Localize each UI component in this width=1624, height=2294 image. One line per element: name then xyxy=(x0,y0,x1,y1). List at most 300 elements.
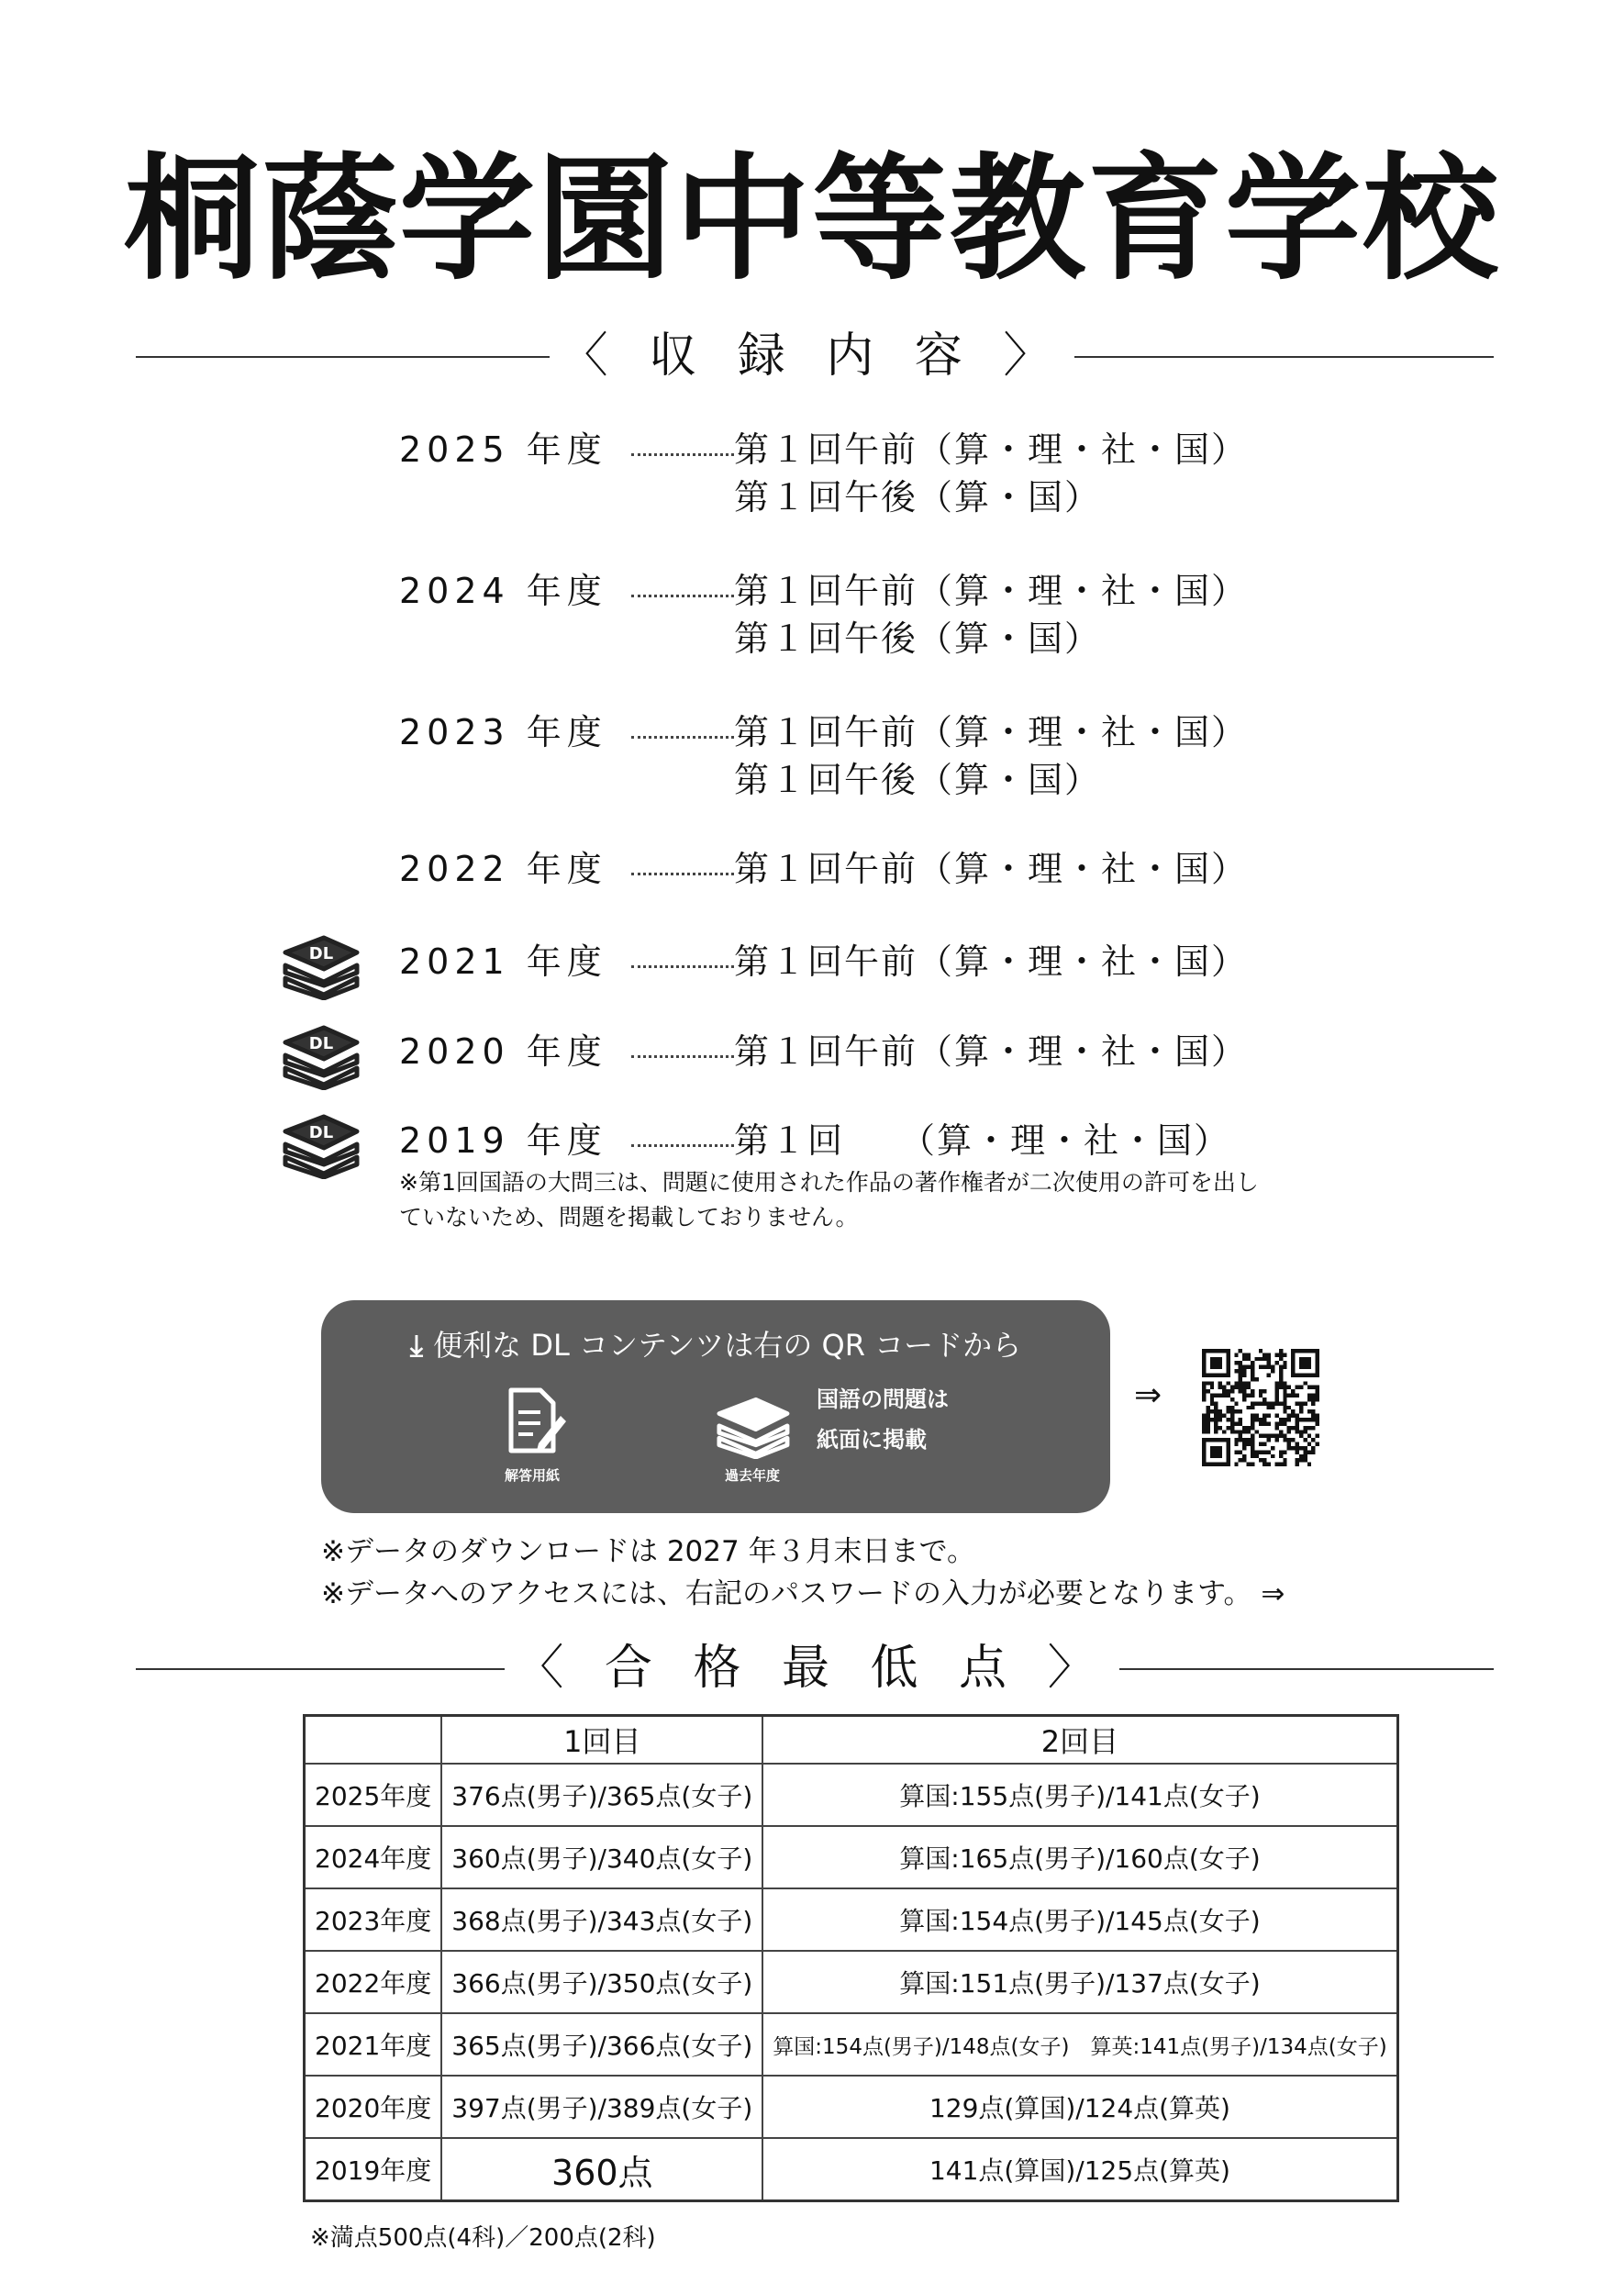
qr-module xyxy=(1259,1418,1262,1421)
table-cell-second: 算国:154点(男子)/145点(女子) xyxy=(762,1888,1397,1951)
qr-module xyxy=(1222,1414,1226,1418)
qr-module xyxy=(1259,1401,1262,1405)
table-cell-second: 129点(算国)/124点(算英) xyxy=(762,2076,1397,2138)
table-row xyxy=(305,1951,1398,2013)
qr-module xyxy=(1251,1454,1254,1458)
qr-module xyxy=(1226,1381,1229,1385)
qr-module xyxy=(1242,1357,1246,1361)
qr-module xyxy=(1307,1398,1311,1401)
qr-module xyxy=(1267,1421,1271,1425)
qr-module xyxy=(1210,1409,1214,1413)
qr-module xyxy=(1274,1421,1278,1425)
qr-module xyxy=(1279,1463,1283,1466)
qr-module xyxy=(1226,1426,1229,1430)
qr-module xyxy=(1262,1458,1266,1462)
qr-module xyxy=(1316,1394,1319,1398)
dl-box-note-line: 紙面に掲載 xyxy=(817,1427,927,1453)
qr-module xyxy=(1307,1434,1311,1438)
qr-module xyxy=(1242,1373,1246,1376)
qr-module xyxy=(1247,1381,1251,1385)
qr-module xyxy=(1234,1442,1238,1446)
contents-exam: 第１回午後（算・国） xyxy=(734,618,1102,659)
qr-module xyxy=(1251,1426,1254,1430)
qr-module xyxy=(1218,1409,1222,1413)
qr-module xyxy=(1267,1357,1271,1361)
qr-module xyxy=(1259,1365,1262,1369)
qr-module xyxy=(1239,1438,1242,1442)
contents-year: 2022 年度 xyxy=(399,849,607,889)
table-cell-first: 360点 xyxy=(441,2138,762,2201)
qr-module xyxy=(1299,1418,1303,1421)
qr-module xyxy=(1296,1446,1299,1450)
table-cell-first: 376点(男子)/365点(女子) xyxy=(441,1764,762,1826)
qr-module xyxy=(1311,1401,1315,1405)
qr-module xyxy=(1202,1418,1206,1421)
footnote: ※満点500点(4科)／200点(2科) xyxy=(310,2224,656,2252)
qr-module xyxy=(1279,1373,1283,1376)
qr-module xyxy=(1202,1426,1206,1430)
qr-module xyxy=(1287,1442,1291,1446)
qr-module xyxy=(1218,1426,1222,1430)
qr-module xyxy=(1311,1446,1315,1450)
qr-module xyxy=(1283,1463,1286,1466)
qr-module xyxy=(1239,1381,1242,1385)
leader-dots xyxy=(631,453,734,458)
qr-module xyxy=(1311,1450,1315,1453)
qr-module xyxy=(1279,1386,1283,1389)
qr-module xyxy=(1251,1401,1254,1405)
qr-module xyxy=(1307,1426,1311,1430)
qr-module xyxy=(1242,1438,1246,1442)
scores-heading-text: 〈 合 格 最 低 点 〉 xyxy=(505,1641,1118,1696)
qr-module xyxy=(1222,1430,1226,1433)
qr-module xyxy=(1234,1361,1238,1364)
qr-module xyxy=(1287,1414,1291,1418)
qr-module xyxy=(1287,1418,1291,1421)
qr-module xyxy=(1299,1458,1303,1462)
qr-module xyxy=(1230,1430,1234,1433)
table-row xyxy=(305,2076,1398,2138)
table-cell-first: 366点(男子)/350点(女子) xyxy=(441,1951,762,2013)
table-cell-year: 2020年度 xyxy=(305,2076,442,2138)
qr-module xyxy=(1283,1418,1286,1421)
qr-module xyxy=(1247,1406,1251,1409)
table-row xyxy=(305,1826,1398,1888)
qr-module xyxy=(1311,1398,1315,1401)
qr-code[interactable] xyxy=(1202,1349,1319,1466)
qr-module xyxy=(1267,1463,1271,1466)
qr-module xyxy=(1239,1373,1242,1376)
qr-module xyxy=(1283,1434,1286,1438)
qr-module xyxy=(1214,1406,1218,1409)
qr-module xyxy=(1296,1421,1299,1425)
qr-module xyxy=(1316,1414,1319,1418)
leader-dots xyxy=(631,595,734,599)
qr-module xyxy=(1210,1401,1214,1405)
scores-heading xyxy=(0,1641,1624,1696)
qr-module xyxy=(1230,1421,1234,1425)
qr-module xyxy=(1279,1365,1283,1369)
qr-module xyxy=(1316,1421,1319,1425)
qr-module xyxy=(1303,1418,1307,1421)
dl-box-title xyxy=(321,1322,1110,1364)
qr-module xyxy=(1222,1386,1226,1389)
qr-module xyxy=(1234,1353,1238,1356)
qr-module xyxy=(1307,1463,1311,1466)
table-cell-year: 2019年度 xyxy=(305,2138,442,2201)
qr-module xyxy=(1291,1389,1295,1393)
qr-module xyxy=(1218,1386,1222,1389)
qr-module xyxy=(1283,1409,1286,1413)
leader-dots xyxy=(631,965,734,970)
qr-module xyxy=(1296,1414,1299,1418)
qr-module xyxy=(1234,1401,1238,1405)
qr-module xyxy=(1267,1434,1271,1438)
qr-module xyxy=(1291,1414,1295,1418)
qr-module xyxy=(1262,1450,1266,1453)
qr-module xyxy=(1303,1438,1307,1442)
qr-module xyxy=(1251,1446,1254,1450)
qr-module xyxy=(1210,1386,1214,1389)
qr-module xyxy=(1202,1430,1206,1433)
qr-module xyxy=(1262,1365,1266,1369)
qr-module xyxy=(1262,1434,1266,1438)
contents-heading xyxy=(0,329,1624,384)
qr-module xyxy=(1279,1434,1283,1438)
qr-module xyxy=(1267,1361,1271,1364)
qr-module xyxy=(1251,1434,1254,1438)
dl-box-title-text: 便利な DL コンテンツは右の QR コードから xyxy=(433,1328,1022,1363)
qr-module xyxy=(1239,1418,1242,1421)
qr-module xyxy=(1251,1421,1254,1425)
qr-module xyxy=(1296,1394,1299,1398)
qr-module xyxy=(1287,1446,1291,1450)
qr-module xyxy=(1259,1434,1262,1438)
qr-module xyxy=(1291,1446,1295,1450)
qr-module xyxy=(1279,1381,1283,1385)
qr-module xyxy=(1214,1426,1218,1430)
qr-module xyxy=(1218,1418,1222,1421)
qr-module xyxy=(1254,1414,1258,1418)
qr-module xyxy=(1251,1438,1254,1442)
qr-module xyxy=(1226,1418,1229,1421)
qr-module xyxy=(1274,1381,1278,1385)
qr-module xyxy=(1274,1394,1278,1398)
qr-module xyxy=(1283,1389,1286,1393)
qr-module xyxy=(1242,1386,1246,1389)
dl-box-note xyxy=(817,1379,949,1460)
qr-module xyxy=(1230,1426,1234,1430)
qr-module xyxy=(1271,1434,1274,1438)
qr-module xyxy=(1291,1438,1295,1442)
qr-module xyxy=(1267,1373,1271,1376)
qr-module xyxy=(1311,1426,1315,1430)
qr-module xyxy=(1283,1421,1286,1425)
qr-module xyxy=(1210,1398,1214,1401)
qr-module xyxy=(1254,1357,1258,1361)
qr-module xyxy=(1287,1430,1291,1433)
qr-module xyxy=(1214,1394,1218,1398)
qr-module xyxy=(1242,1454,1246,1458)
qr-module xyxy=(1283,1361,1286,1364)
qr-module xyxy=(1279,1369,1283,1373)
table-cell-first: 397点(男子)/389点(女子) xyxy=(441,2076,762,2138)
qr-module xyxy=(1296,1401,1299,1405)
qr-module xyxy=(1242,1369,1246,1373)
qr-module xyxy=(1296,1442,1299,1446)
qr-module xyxy=(1259,1442,1262,1446)
qr-module xyxy=(1202,1394,1206,1398)
qr-module xyxy=(1206,1426,1209,1430)
table-row xyxy=(305,1888,1398,1951)
contents-exam: 第１回午前（算・理・社・国） xyxy=(734,429,1249,470)
dl-book-icon xyxy=(278,925,362,1000)
qr-module xyxy=(1214,1401,1218,1405)
download-icon: ⤓ xyxy=(409,1328,434,1363)
contents-year: 2019 年度 xyxy=(399,1120,607,1161)
qr-finder xyxy=(1299,1357,1311,1369)
qr-module xyxy=(1283,1353,1286,1356)
qr-module xyxy=(1283,1365,1286,1369)
qr-module xyxy=(1239,1409,1242,1413)
qr-module xyxy=(1259,1349,1262,1353)
qr-module xyxy=(1242,1430,1246,1433)
qr-module xyxy=(1202,1381,1206,1385)
qr-module xyxy=(1279,1450,1283,1453)
qr-module xyxy=(1262,1353,1266,1356)
qr-module xyxy=(1303,1446,1307,1450)
qr-module xyxy=(1316,1386,1319,1389)
qr-module xyxy=(1316,1389,1319,1393)
qr-module xyxy=(1230,1406,1234,1409)
qr-module xyxy=(1239,1450,1242,1453)
qr-module xyxy=(1254,1401,1258,1405)
contents-note: ※第1回国語の大問三は、問題に使用された作品の著作権者が二次使用の許可を出していないため、問題を掲載しておりません。 xyxy=(399,1169,1259,1231)
qr-module xyxy=(1206,1421,1209,1425)
dl-icon-label: DL xyxy=(308,944,334,963)
qr-module xyxy=(1247,1463,1251,1466)
qr-module xyxy=(1230,1398,1234,1401)
qr-module xyxy=(1214,1414,1218,1418)
qr-module xyxy=(1283,1381,1286,1385)
qr-module xyxy=(1316,1398,1319,1401)
qr-module xyxy=(1303,1381,1307,1385)
qr-module xyxy=(1230,1409,1234,1413)
qr-module xyxy=(1296,1458,1299,1462)
table-cell-year: 2022年度 xyxy=(305,1951,442,2013)
qr-module xyxy=(1226,1389,1229,1393)
contents-exam: 第１回午後（算・国） xyxy=(734,477,1102,518)
qr-module xyxy=(1254,1454,1258,1458)
table-row xyxy=(305,2013,1398,2076)
qr-module xyxy=(1316,1418,1319,1421)
dl-contents-box xyxy=(321,1300,1110,1513)
qr-module xyxy=(1234,1450,1238,1453)
arrow-icon: ⇒ xyxy=(1134,1376,1162,1414)
qr-module xyxy=(1242,1353,1246,1356)
answer-sheet-caption: 解答用紙 xyxy=(504,1467,560,1484)
qr-module xyxy=(1262,1398,1266,1401)
qr-module xyxy=(1267,1450,1271,1453)
qr-module xyxy=(1239,1365,1242,1369)
qr-module xyxy=(1239,1389,1242,1393)
qr-module xyxy=(1274,1353,1278,1356)
table-header-row xyxy=(305,1716,1398,1765)
contents-exam: 第１回午前（算・理・社・国） xyxy=(734,941,1249,982)
qr-module xyxy=(1262,1463,1266,1466)
qr-module xyxy=(1202,1386,1206,1389)
qr-module xyxy=(1299,1409,1303,1413)
table-cell-first: 365点(男子)/366点(女子) xyxy=(441,2013,762,2076)
qr-module xyxy=(1259,1458,1262,1462)
table-header: 2回目 xyxy=(762,1716,1397,1765)
contents-exam: 第１回午前（算・理・社・国） xyxy=(734,712,1249,752)
qr-module xyxy=(1303,1450,1307,1453)
qr-module xyxy=(1296,1450,1299,1453)
qr-module xyxy=(1239,1349,1242,1353)
qr-module xyxy=(1251,1414,1254,1418)
qr-module xyxy=(1307,1386,1311,1389)
table-cell-year: 2021年度 xyxy=(305,2013,442,2076)
qr-module xyxy=(1279,1357,1283,1361)
qr-module xyxy=(1307,1442,1311,1446)
qr-module xyxy=(1274,1426,1278,1430)
table-header: 1回目 xyxy=(441,1716,762,1765)
qr-module xyxy=(1239,1377,1242,1381)
qr-module xyxy=(1218,1414,1222,1418)
qr-module xyxy=(1251,1361,1254,1364)
qr-module xyxy=(1239,1430,1242,1433)
table-cell-year: 2023年度 xyxy=(305,1888,442,1951)
contents-exam: 第１回 （算・理・社・国） xyxy=(734,1120,1231,1161)
table-cell-second: 算国:151点(男子)/137点(女子) xyxy=(762,1951,1397,2013)
table-header xyxy=(305,1716,442,1765)
qr-module xyxy=(1271,1454,1274,1458)
qr-module xyxy=(1262,1401,1266,1405)
qr-module xyxy=(1247,1426,1251,1430)
qr-module xyxy=(1279,1353,1283,1356)
qr-module xyxy=(1234,1409,1238,1413)
qr-module xyxy=(1234,1386,1238,1389)
qr-module xyxy=(1251,1418,1254,1421)
books-icon xyxy=(706,1387,798,1459)
qr-module xyxy=(1274,1414,1278,1418)
qr-module xyxy=(1239,1421,1242,1425)
table-row xyxy=(305,1764,1398,1826)
leader-dots xyxy=(631,1144,734,1149)
qr-module xyxy=(1206,1406,1209,1409)
qr-module xyxy=(1242,1458,1246,1462)
qr-module xyxy=(1242,1398,1246,1401)
qr-finder xyxy=(1210,1357,1222,1369)
qr-module xyxy=(1291,1394,1295,1398)
qr-module xyxy=(1242,1426,1246,1430)
qr-module xyxy=(1254,1418,1258,1421)
qr-module xyxy=(1283,1458,1286,1462)
qr-module xyxy=(1311,1438,1315,1442)
qr-module xyxy=(1271,1365,1274,1369)
qr-module xyxy=(1206,1409,1209,1413)
qr-module xyxy=(1234,1430,1238,1433)
qr-module xyxy=(1299,1446,1303,1450)
contents-year: 2021 年度 xyxy=(399,941,607,982)
qr-finder xyxy=(1210,1446,1222,1458)
qr-module xyxy=(1218,1394,1222,1398)
qr-module xyxy=(1230,1386,1234,1389)
qr-module xyxy=(1206,1430,1209,1433)
qr-module xyxy=(1226,1394,1229,1398)
qr-module xyxy=(1279,1430,1283,1433)
leader-dots xyxy=(631,1055,734,1060)
qr-module xyxy=(1271,1446,1274,1450)
qr-module xyxy=(1299,1430,1303,1433)
qr-module xyxy=(1242,1381,1246,1385)
qr-module xyxy=(1226,1409,1229,1413)
qr-module xyxy=(1214,1430,1218,1433)
qr-module xyxy=(1311,1418,1315,1421)
leader-dots xyxy=(631,873,734,877)
qr-module xyxy=(1296,1430,1299,1433)
qr-module xyxy=(1274,1386,1278,1389)
table-cell-first: 368点(男子)/343点(女子) xyxy=(441,1888,762,1951)
qr-module xyxy=(1283,1438,1286,1442)
qr-module xyxy=(1214,1421,1218,1425)
qr-module xyxy=(1299,1406,1303,1409)
qr-module xyxy=(1316,1434,1319,1438)
page-title: 桐蔭学園中等教育学校 xyxy=(124,140,1500,298)
qr-module xyxy=(1251,1442,1254,1446)
qr-module xyxy=(1283,1406,1286,1409)
qr-module xyxy=(1239,1369,1242,1373)
contents-exam: 第１回午前（算・理・社・国） xyxy=(734,849,1249,889)
qr-module xyxy=(1242,1394,1246,1398)
qr-module xyxy=(1299,1386,1303,1389)
qr-module xyxy=(1222,1389,1226,1393)
table-row xyxy=(305,2138,1398,2201)
qr-module xyxy=(1296,1463,1299,1466)
qr-module xyxy=(1247,1353,1251,1356)
qr-module xyxy=(1251,1463,1254,1466)
qr-module xyxy=(1247,1357,1251,1361)
qr-module xyxy=(1234,1381,1238,1385)
qr-module xyxy=(1296,1386,1299,1389)
qr-module xyxy=(1206,1418,1209,1421)
qr-module xyxy=(1262,1414,1266,1418)
qr-module xyxy=(1247,1394,1251,1398)
qr-module xyxy=(1239,1434,1242,1438)
dl-icon-label: DL xyxy=(308,1123,334,1142)
qr-module xyxy=(1239,1458,1242,1462)
qr-module xyxy=(1311,1414,1315,1418)
qr-module xyxy=(1242,1446,1246,1450)
dl-box-note-line: 国語の問題は xyxy=(817,1386,949,1412)
qr-module xyxy=(1262,1389,1266,1393)
qr-module xyxy=(1234,1369,1238,1373)
qr-module xyxy=(1271,1401,1274,1405)
qr-module xyxy=(1222,1394,1226,1398)
qr-module xyxy=(1303,1426,1307,1430)
qr-module xyxy=(1259,1389,1262,1393)
qr-module xyxy=(1267,1365,1271,1369)
qr-module xyxy=(1279,1401,1283,1405)
qr-module xyxy=(1279,1421,1283,1425)
qr-module xyxy=(1251,1406,1254,1409)
qr-module xyxy=(1242,1365,1246,1369)
qr-module xyxy=(1251,1373,1254,1376)
qr-module xyxy=(1251,1394,1254,1398)
qr-module xyxy=(1247,1386,1251,1389)
qr-module xyxy=(1259,1450,1262,1453)
